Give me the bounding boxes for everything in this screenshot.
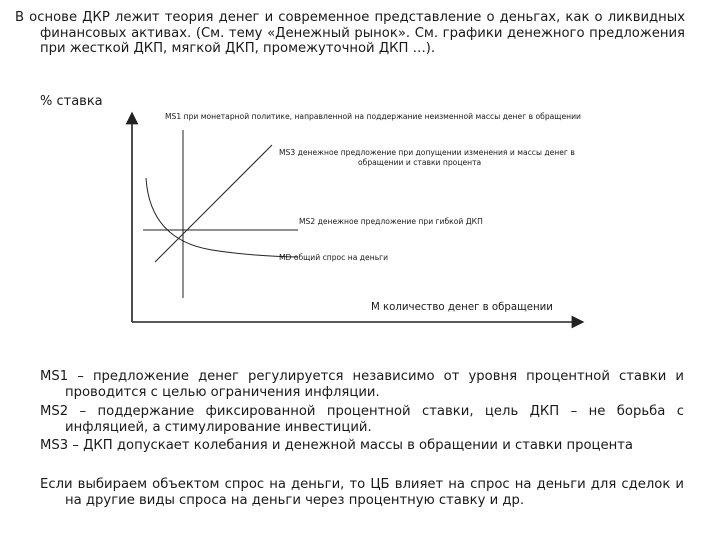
y-axis-label: % ставка xyxy=(40,94,103,109)
ms2-label: MS2 денежное предложение при гибкой ДКП xyxy=(299,217,483,226)
intro-paragraph: В основе ДКР лежит теория денег и современное представление о деньгах, как о ликвидных финансовых активах. (См. тему «Денежный рынок». См. графики денежного предложения при жесткой ДКП, мягкой ДКП, промежуточной ДКП …). xyxy=(15,10,685,56)
definition-ms2: MS2 – поддержание фиксированной процентной ставки, цель ДКП – не борьба с инфляцией, а стимулирование инвестиций. xyxy=(40,404,684,435)
definition-ms1: MS1 – предложение денег регулируется независимо от уровня процентной ставки и проводится с целью ограничения инфляции. xyxy=(40,369,684,400)
ms3-line xyxy=(155,145,272,262)
md-label: MD общий спрос на деньги xyxy=(279,253,389,262)
ms3-label-line2: обращении и ставки процента xyxy=(358,158,482,167)
x-axis-label: М количество денег в обращении xyxy=(371,302,553,313)
conclusion-paragraph: Если выбираем объектом спрос на деньги, то ЦБ влияет на спрос на деньги для сделок и на другие виды спроса на деньги через процентную ставку и др. xyxy=(40,477,684,508)
definition-ms3: MS3 – ДКП допускает колебания и денежной массы в обращении и ставки процента xyxy=(40,438,634,453)
ms1-label: MS1 при монетарной политике, направленной на поддержание неизменной массы денег в обращении xyxy=(165,112,581,121)
md-curve xyxy=(146,178,298,257)
ms3-label-line1: MS3 денежное предложение при допущении изменения и массы денег в xyxy=(279,148,575,157)
